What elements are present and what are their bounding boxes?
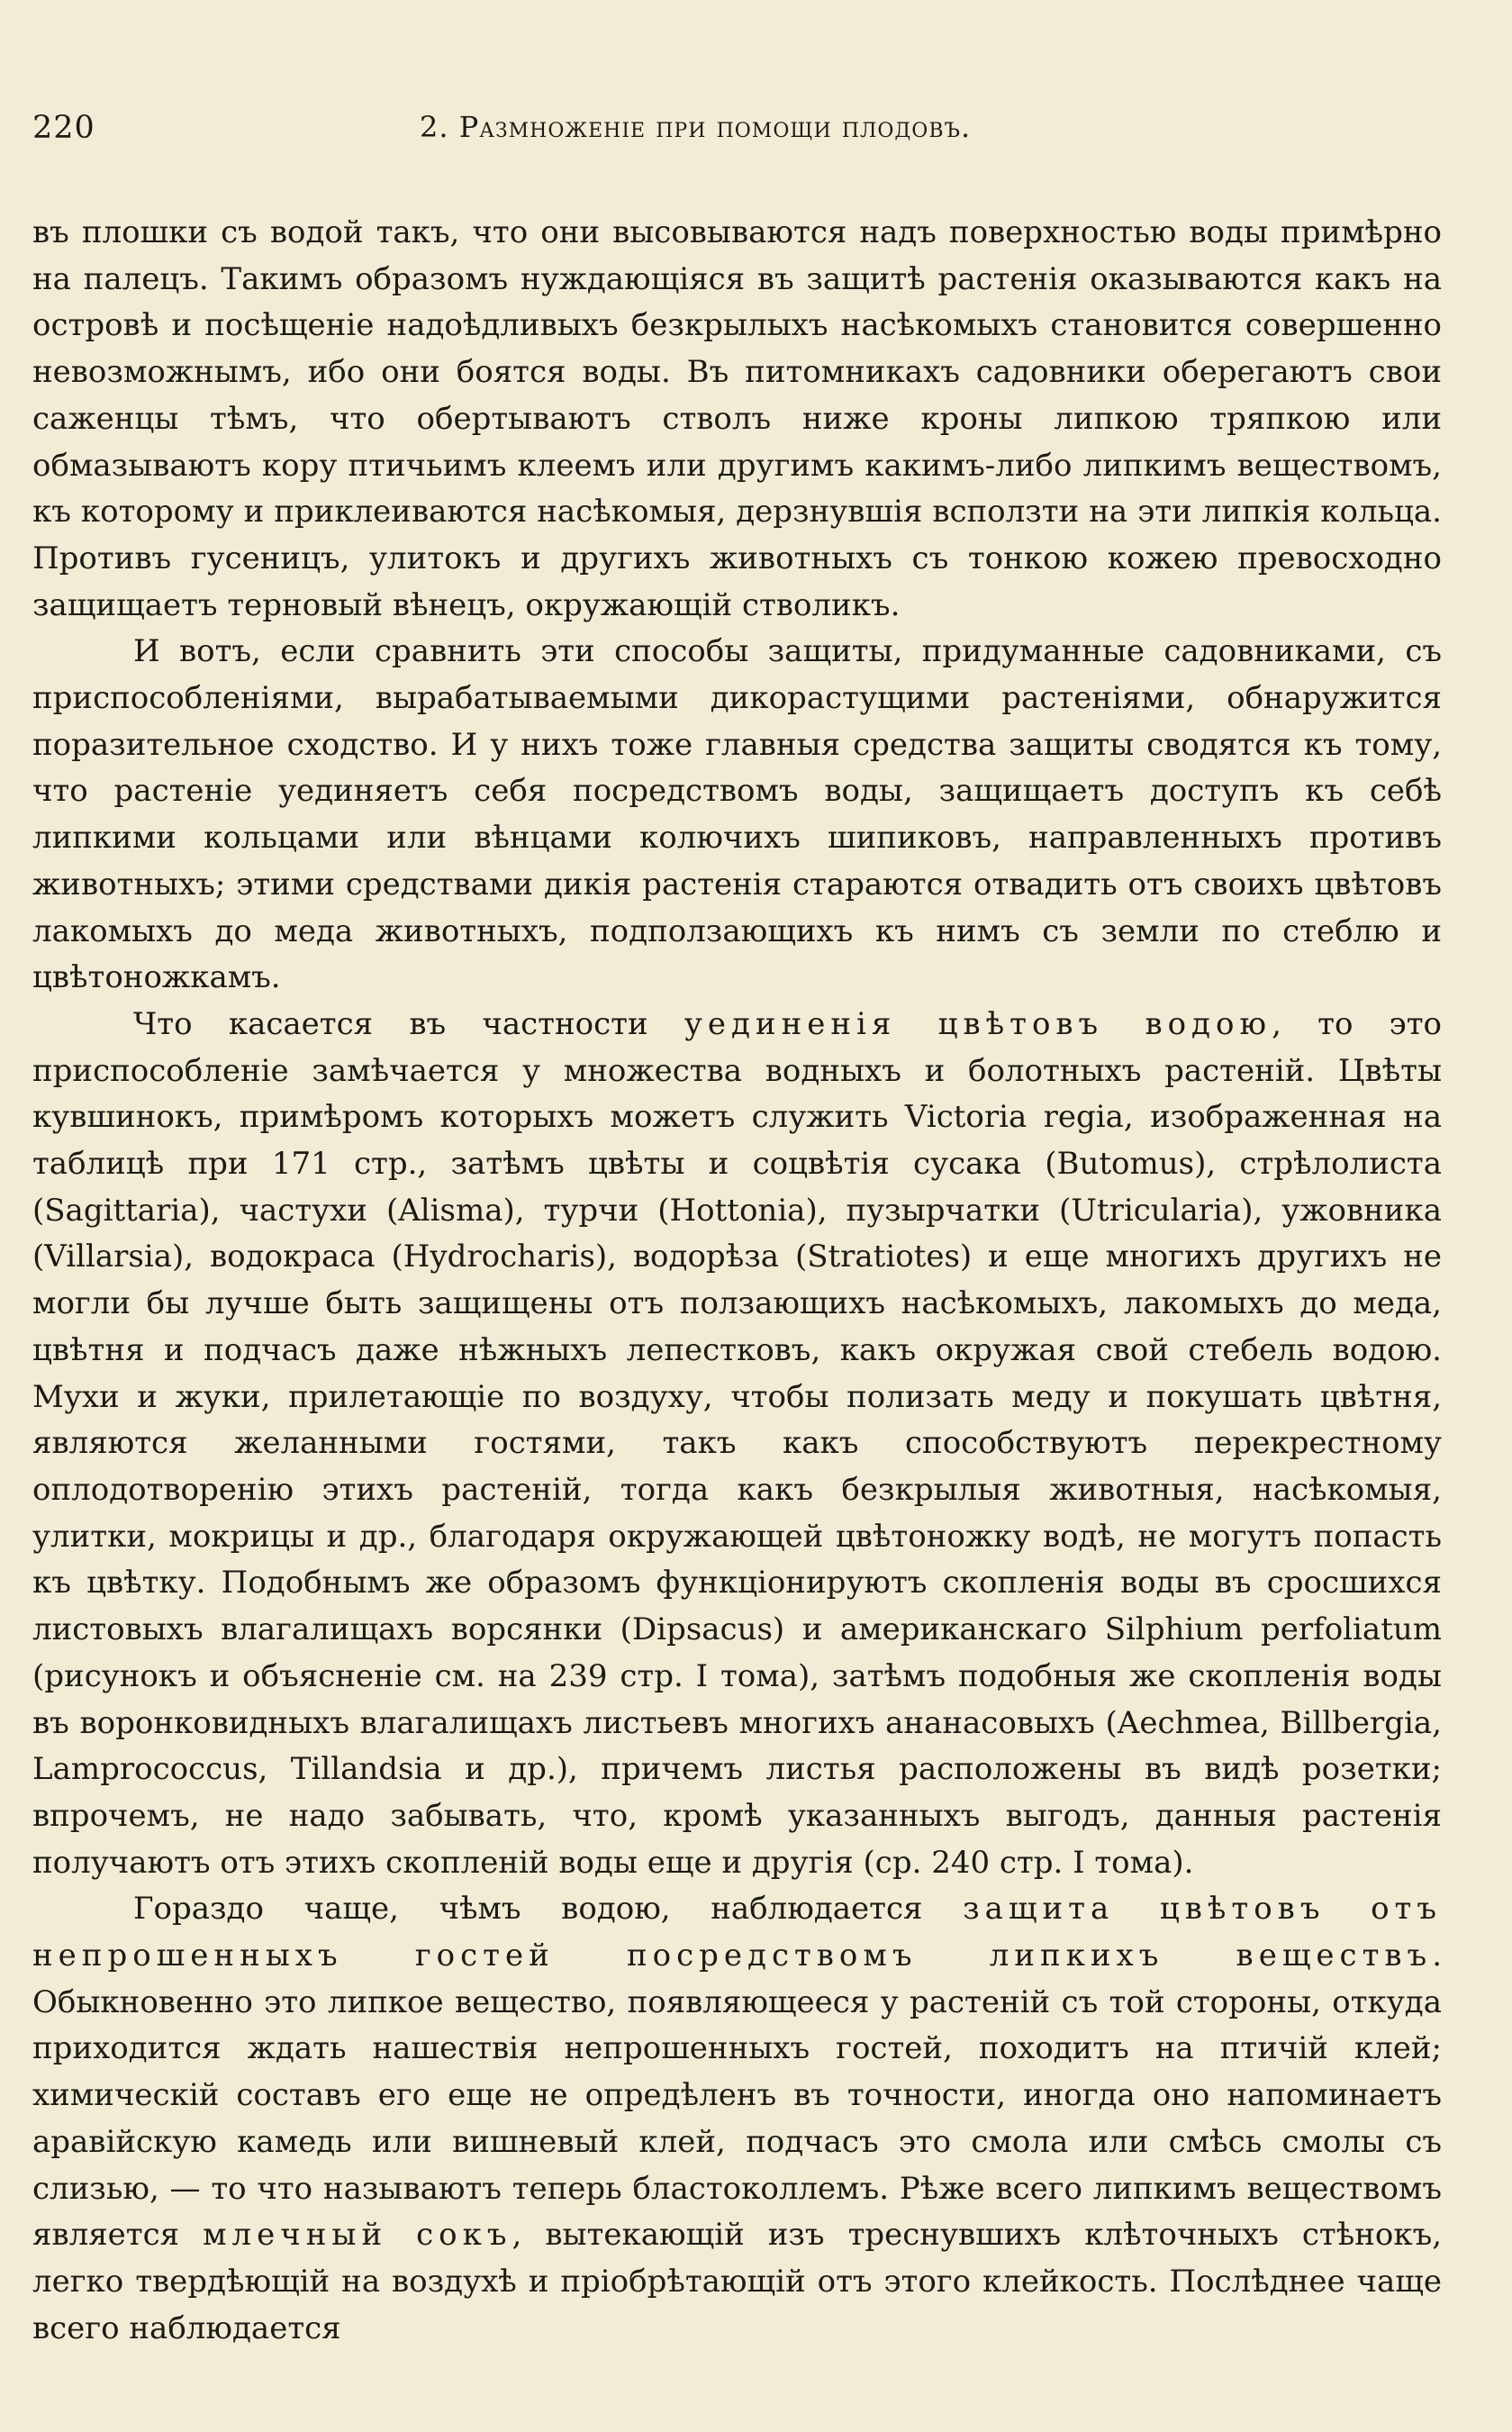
text-run: Гораздо чаще, чѣмъ водою, наблюдается (133, 1891, 964, 1928)
body-text (32, 210, 1442, 2352)
paragraph (32, 210, 1442, 629)
paragraph (32, 629, 1442, 1002)
emphasized-text: млечный сокъ (203, 2217, 512, 2254)
text-run: . Обыкновенно это липкое вещество, появляющееся у растеній съ той стороны, откуда приходится ждать нашествія непрошенныхъ гостей, походитъ на птичій клей; химическій составъ его еще не опредѣленъ въ точности, иногда оно напоминаетъ аравійскую камедь или вишневый клей, подчасъ это смола или смѣсь смолы съ слизью, — то что называютъ теперь бластоколлемъ. Рѣже всего липкимъ веществомъ является (32, 1937, 1442, 2254)
paragraph (32, 1002, 1442, 1886)
page-number: 220 (32, 110, 95, 146)
running-title: 2. Размноженіе при помощи плодовъ. (420, 110, 972, 144)
emphasized-text: уединенія цвѣтовъ водою (684, 1005, 1272, 1042)
running-head (32, 110, 1442, 153)
text-run: И вотъ, если сравнить эти способы защиты, придуманные садовниками, съ приспособленіями, вырабатываемыми дикорастущими растеніями, обнаружится поразительное сходство. И у нихъ тоже главныя средства защиты сводятся къ тому, что растеніе уединяетъ себя посредствомъ воды, защищаетъ доступъ къ себѣ липкими кольцами или вѣнцами колючихъ шипиковъ, направленныхъ противъ животныхъ; этими средствами дикія растенія стараются отвадить отъ своихъ цвѣтовъ лакомыхъ до меда животныхъ, подползающихъ къ нимъ съ земли по стеблю и цвѣтоножкамъ. (32, 633, 1442, 996)
text-run: , вытекающій изъ треснувшихъ клѣточныхъ стѣнокъ, легко твердѣющій на воздухѣ и пріобрѣтающій отъ этого клейкость. Послѣднее чаще всего наблюдается (32, 2217, 1443, 2346)
text-run: Что касается въ частности (133, 1005, 684, 1042)
text-run: , то это приспособленіе замѣчается у множества водныхъ и болотныхъ растеній. Цвѣты кувшинокъ, примѣромъ которыхъ можетъ служить Victoria regia, изображенная на таблицѣ при 171 стр., затѣмъ цвѣты и соцвѣтія сусака (Butomus), стрѣлолиста (Sagittaria), частухи (Alisma), турчи (Hottonia), пузырчатки (Utricularia), ужовника (Villarsia), водокраса (Hydrocharis), водорѣза (Stratiotes) и еще многихъ другихъ не могли бы лучше быть защищены отъ ползающихъ насѣкомыхъ, лакомыхъ до меда, цвѣтня и подчасъ даже нѣжныхъ лепестковъ, какъ окружая свой стебель водою. Мухи и жуки, прилетающіе по воздуху, чтобы полизать меду и покушать цвѣтня, являются желанными гостями, такъ какъ способствуютъ перекрестному оплодотворенію этихъ растеній, тогда какъ безкрылыя животныя, насѣкомыя, улитки, мокрицы и др., благодаря окружающей цвѣтоножку водѣ, не могутъ попасть къ цвѣтку. Подобнымъ же образомъ функціонируютъ скопленія воды въ сросшихся листовыхъ влагалищахъ ворсянки (Dipsacus) и американскаго Silphium perfoliatum (рисунокъ и объясненіе см. на 239 стр. I тома), затѣмъ подобныя же скопленія воды въ воронковидныхъ влагалищахъ листьевъ многихъ ананасовыхъ (Aechmea, Billbergia, Lamprococcus, Tillandsia и др.), причемъ листья расположены въ видѣ розетки; впрочемъ, не надо забывать, что, кромѣ указанныхъ выгодъ, данныя растенія получаютъ отъ этихъ скопленій воды еще и другія (ср. 240 стр. I тома). (32, 1005, 1442, 1881)
text-run: въ плошки съ водой такъ, что они высовываются надъ поверхностью воды примѣрно на палецъ. Такимъ образомъ нуждающіяся въ защитѣ растенія оказываются какъ на островѣ и посѣщеніе надоѣдливыхъ безкрылыхъ насѣкомыхъ становится совершенно невозможнымъ, ибо они боятся воды. Въ питомникахъ садовники оберегаютъ свои саженцы тѣмъ, что обертываютъ стволъ ниже кроны липкою тряпкою или обмазываютъ кору птичьимъ клеемъ или другимъ какимъ-либо липкимъ веществомъ, къ которому и приклеиваются насѣкомыя, дерзнувшія всползти на эти липкія кольца. Противъ гусеницъ, улитокъ и другихъ животныхъ съ тонкою кожею превосходно защищаетъ терновый вѣнецъ, окружающій стволикъ. (32, 214, 1442, 623)
paragraph (32, 1886, 1442, 2352)
emphasized-text: защита цвѣтовъ отъ непрошенныхъ гостей посредствомъ липкихъ веществъ (32, 1891, 1442, 1974)
